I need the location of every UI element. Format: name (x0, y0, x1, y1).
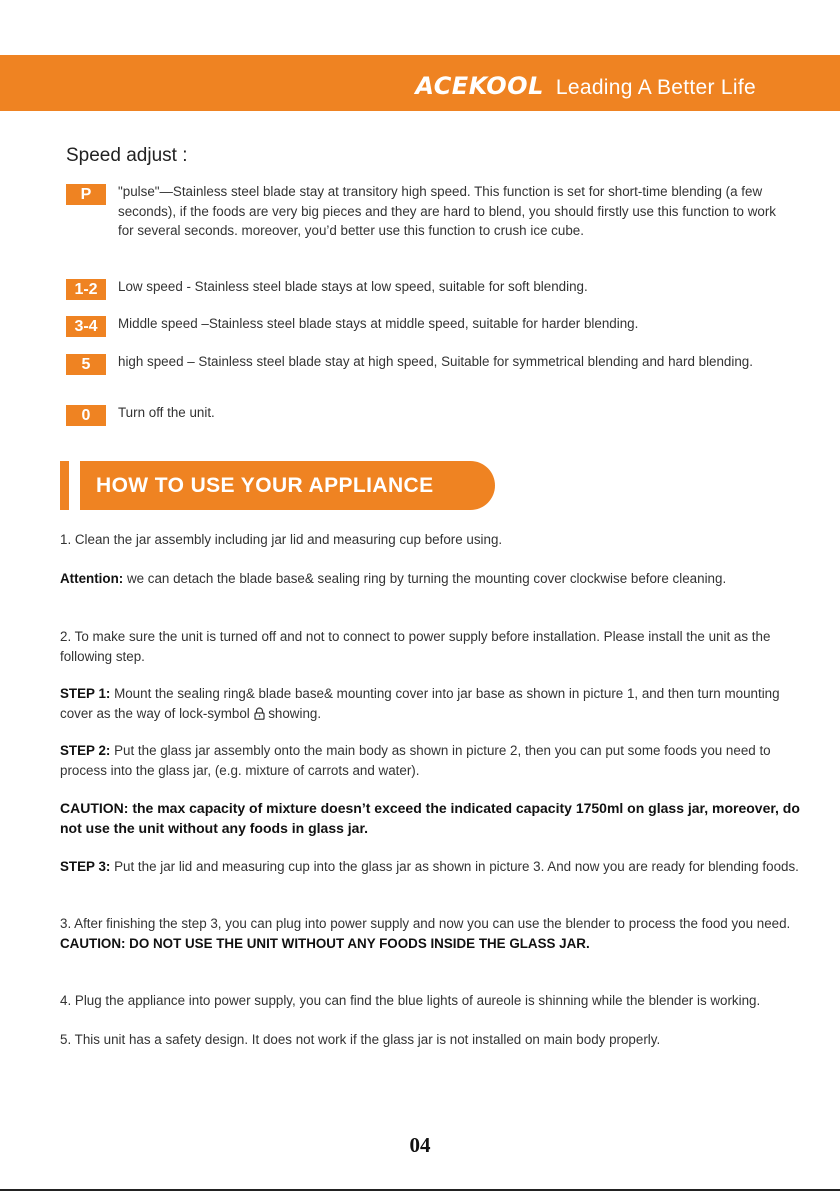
speed-item-middle (66, 314, 786, 338)
speed-description: high speed – Stainless steel blade stay at high speed, Suitable for symmetrical blending and hard blending. (118, 354, 753, 369)
speed-item-pulse (66, 182, 786, 262)
speed-description: "pulse"—Stainless steel blade stay at transitory high speed. This function is set for short-time blending (a few seconds), if the foods are very big pieces and they are hard to blend, you should firstly use this function to work for several seconds. moreover, you’d better use this function to crush ice cube. (118, 184, 776, 238)
speed-badge: 0 (66, 405, 106, 426)
step-3 (60, 857, 800, 877)
step-1 (60, 684, 800, 723)
brand-tagline: Leading A Better Life (555, 76, 756, 99)
step-1-text-end: showing. (264, 705, 322, 721)
bottom-rule (0, 1189, 840, 1191)
speed-badge: 5 (66, 354, 106, 375)
instruction-3-caution: CAUTION: DO NOT USE THE UNIT WITHOUT ANY FOODS INSIDE THE GLASS JAR. (60, 935, 590, 951)
instruction-2: 2. To make sure the unit is turned off and not to connect to power supply before installation. Please install the unit as the following step. (60, 629, 771, 664)
instruction-3-text: 3. After finishing the step 3, you can plug into power supply and now you can use the blender to process the food you need. (60, 916, 791, 931)
speed-adjust-title: Speed adjust : (66, 145, 188, 166)
instruction-3 (60, 914, 800, 953)
lock-icon (254, 706, 265, 719)
speed-item-off (66, 403, 786, 427)
step-1-text: Mount the sealing ring& blade base& mounting cover into jar base as shown in picture 1, and then turn mounting cover as the way of lock-symbol (60, 686, 780, 721)
step-2 (60, 741, 800, 780)
step-3-label: STEP 3: (60, 859, 111, 874)
section-title: HOW TO USE YOUR APPLIANCE (80, 461, 495, 510)
step-2-text: Put the glass jar assembly onto the main body as shown in picture 2, then you can put some foods you need to process into the glass jar, (e.g. mixture of carrots and water). (60, 743, 771, 778)
page-number: 04 (409, 1133, 431, 1157)
step-3-text: Put the jar lid and measuring cup into the glass jar as shown in picture 3. And now you are ready for blending foods. (110, 859, 799, 874)
speed-badge: 3-4 (66, 316, 106, 337)
section-accent-bar (60, 461, 69, 510)
step-1-label: STEP 1: (60, 686, 111, 701)
instruction-4: 4. Plug the appliance into power supply, you can find the blue lights of aureole is shinning while the blender is working. (60, 993, 761, 1008)
step-2-label: STEP 2: (60, 743, 111, 758)
speed-description: Middle speed –Stainless steel blade stays at middle speed, suitable for harder blending. (118, 316, 639, 331)
caution-capacity: CAUTION: the max capacity of mixture doesn’t exceed the indicated capacity 1750ml on glass jar, moreover, do not use the unit without any foods in glass jar. (60, 800, 800, 836)
attention-note (60, 569, 800, 589)
attention-label: Attention: (60, 571, 124, 586)
brand-logo: ACEKOOL (415, 72, 544, 100)
brand (415, 72, 756, 100)
speed-badge: P (66, 184, 106, 205)
speed-badge: 1-2 (66, 279, 106, 300)
instruction-1: 1. Clean the jar assembly including jar lid and measuring cup before using. (60, 532, 503, 547)
speed-description: Low speed - Stainless steel blade stays at low speed, suitable for soft blending. (118, 279, 588, 294)
instruction-5: 5. This unit has a safety design. It does not work if the glass jar is not installed on main body properly. (60, 1032, 661, 1047)
header-band (0, 55, 840, 111)
speed-item-low (66, 277, 786, 301)
speed-description: Turn off the unit. (118, 405, 215, 420)
attention-text: we can detach the blade base& sealing ring by turning the mounting cover clockwise before cleaning. (123, 571, 727, 586)
speed-item-high (66, 352, 786, 392)
